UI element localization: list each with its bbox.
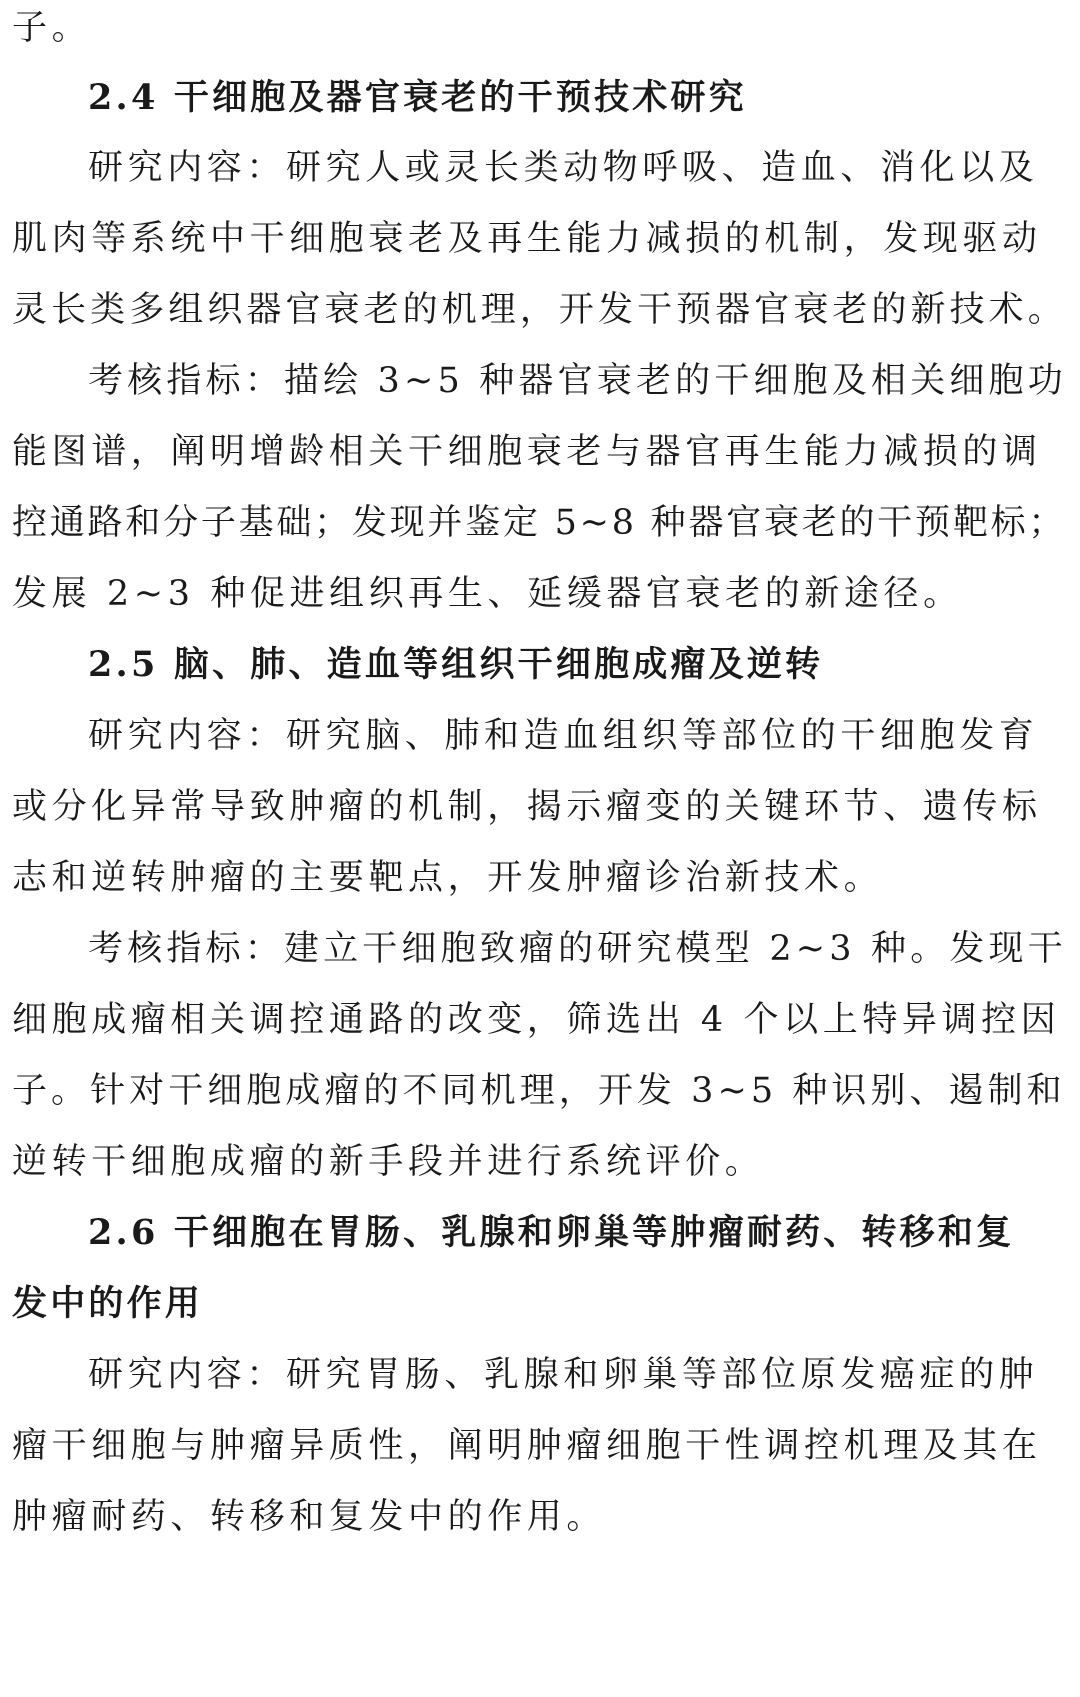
- paragraph-line: 肌肉等系统中干细胞衰老及再生能力减损的机制，发现驱动: [12, 219, 1042, 259]
- paragraph-line: 瘤干细胞与肿瘤异质性，阐明肿瘤细胞干性调控机理及其在: [12, 1426, 1042, 1466]
- paragraph-line: 控通路和分子基础；发现并鉴定 5~8 种器官衰老的干预靶标；: [12, 503, 1067, 543]
- paragraph-line: 子。针对干细胞成瘤的不同机理，开发 3~5 种识别、遏制和: [12, 1071, 1066, 1111]
- paragraph-line: 考核指标：建立干细胞致瘤的研究模型 2~3 种。发现干: [88, 929, 1067, 969]
- paragraph-line: 研究内容：研究胃肠、乳腺和卵巢等部位原发癌症的肿: [88, 1355, 1039, 1395]
- paragraph-line: 能图谱，阐明增龄相关干细胞衰老与器官再生能力减损的调: [12, 432, 1042, 472]
- paragraph-line: 灵长类多组织器官衰老的机理，开发干预器官衰老的新技术。: [12, 290, 1067, 330]
- paragraph-line: 或分化异常导致肿瘤的机制，揭示瘤变的关键环节、遗传标: [12, 787, 1042, 827]
- paragraph-line: 发展 2~3 种促进组织再生、延缓器官衰老的新途径。: [12, 574, 963, 614]
- paragraph-line: 研究内容：研究人或灵长类动物呼吸、造血、消化以及: [88, 148, 1039, 188]
- section-heading-2-5: 2.5 脑、肺、造血等组织干细胞成瘤及逆转: [88, 644, 824, 685]
- section-heading-2-4: 2.4 干细胞及器官衰老的干预技术研究: [88, 77, 747, 118]
- paragraph-line: 逆转干细胞成瘤的新手段并进行系统评价。: [12, 1142, 765, 1182]
- section-heading-2-6-continued: 发中的作用: [12, 1283, 204, 1324]
- paragraph-line: 子。: [12, 8, 92, 48]
- paragraph-line: 志和逆转肿瘤的主要靶点，开发肿瘤诊治新技术。: [12, 858, 884, 898]
- paragraph-line: 细胞成瘤相关调控通路的改变，筛选出 4 个以上特异调控因: [12, 1000, 1061, 1040]
- section-heading-2-6: 2.6 干细胞在胃肠、乳腺和卵巢等肿瘤耐药、转移和复: [88, 1212, 1015, 1253]
- paragraph-line: 考核指标：描绘 3~5 种器官衰老的干细胞及相关细胞功: [88, 361, 1067, 401]
- paragraph-line: 研究内容：研究脑、肺和造血组织等部位的干细胞发育: [88, 716, 1039, 756]
- paragraph-line: 肿瘤耐药、转移和复发中的作用。: [12, 1497, 607, 1537]
